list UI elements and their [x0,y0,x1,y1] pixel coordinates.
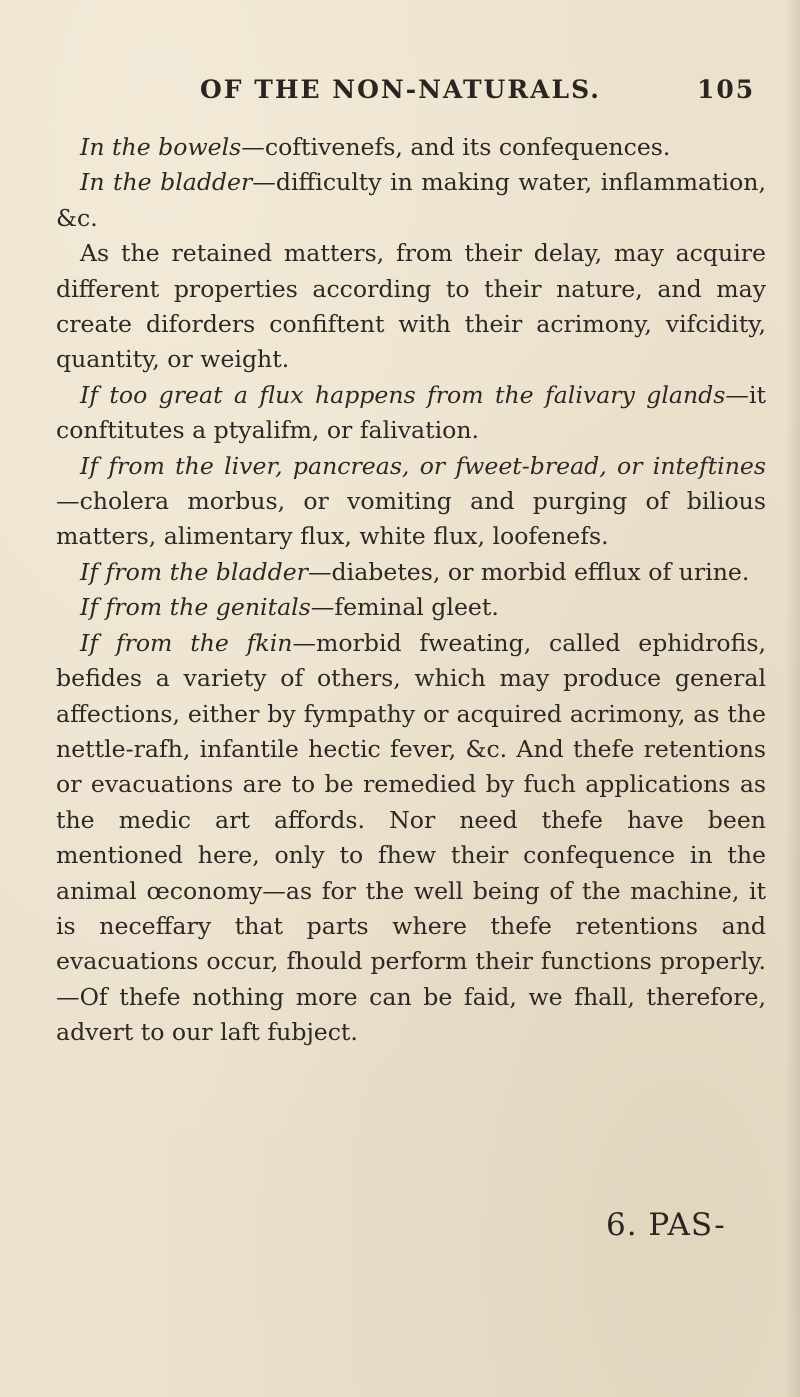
paragraph-lead-italic: In the bladder [80,168,253,197]
paragraph-text: As the retained matters, from their delay, may acquire different properties according to their nature, and may create diforders confiftent with their acrimony, vifcidity, quantity, or weight. [56,239,766,374]
running-head-title: OF THE NON-NATURALS. [200,75,601,104]
paragraph-lead-italic: If from the genitals [80,593,311,622]
paragraph-text: —coftivenefs, and its confequences. [241,133,671,161]
paragraph-lead-italic: If from the fkin [80,628,293,657]
paragraph-text: —difficulty in making water, inflammation, &c. [56,168,766,232]
paragraph-text: —it conftitutes a ptyalifm, or falivation. [56,380,766,445]
running-head [200,75,760,115]
paragraph-text: —feminal gleet. [310,593,499,622]
paragraph-retained-matters [56,236,766,378]
paragraph-diabetes [56,555,766,590]
paragraph-text: —cholera morbus, or vomiting and purging of bilious matters, alimentary flux, white flux, loofenefs. [56,487,766,551]
paragraph-lead-italic: If too great a flux happens from the falivary glands [80,380,726,409]
paragraph-bowels [56,130,766,165]
paragraph-lead-italic: If from the liver, pancreas, or fweet-bread, or inteftines [80,451,766,480]
paragraph-bladder [56,165,766,236]
paragraph-text: —morbid fweating, called ephidrofis, befides a variety of others, which may produce general affections, either by fympathy or acquired acrimony, as the nettle-rafh, infantile hectic fever, &c. And thefe retentions or evacuations are to be remedied by fuch applications as the medic art affords. Nor need thefe have been mentioned here, only to fhew their confequence in the animal œconomy—as for the well being of the machine, it is neceffary that parts where thefe retentions and evacuations occur, fhould perform their functions properly.—Of thefe nothing more can be faid, we fhall, therefore, advert to our laft fubject. [56,628,766,1047]
paragraph-skin [56,626,766,1051]
paragraph-lead-italic: In the bowels [80,133,242,161]
page-number: 105 [697,75,756,104]
paragraph-lead-italic: If from the bladder [80,557,308,586]
paragraph-text: —diabetes, or morbid efflux of urine. [307,557,750,586]
paragraph-salivary [56,378,766,449]
page-edge-shadow [786,0,800,1397]
paragraph-genitals [56,590,766,625]
catchword: 6. PAS- [606,1207,726,1243]
body-text [56,130,766,1051]
paragraph-liver [56,449,766,555]
